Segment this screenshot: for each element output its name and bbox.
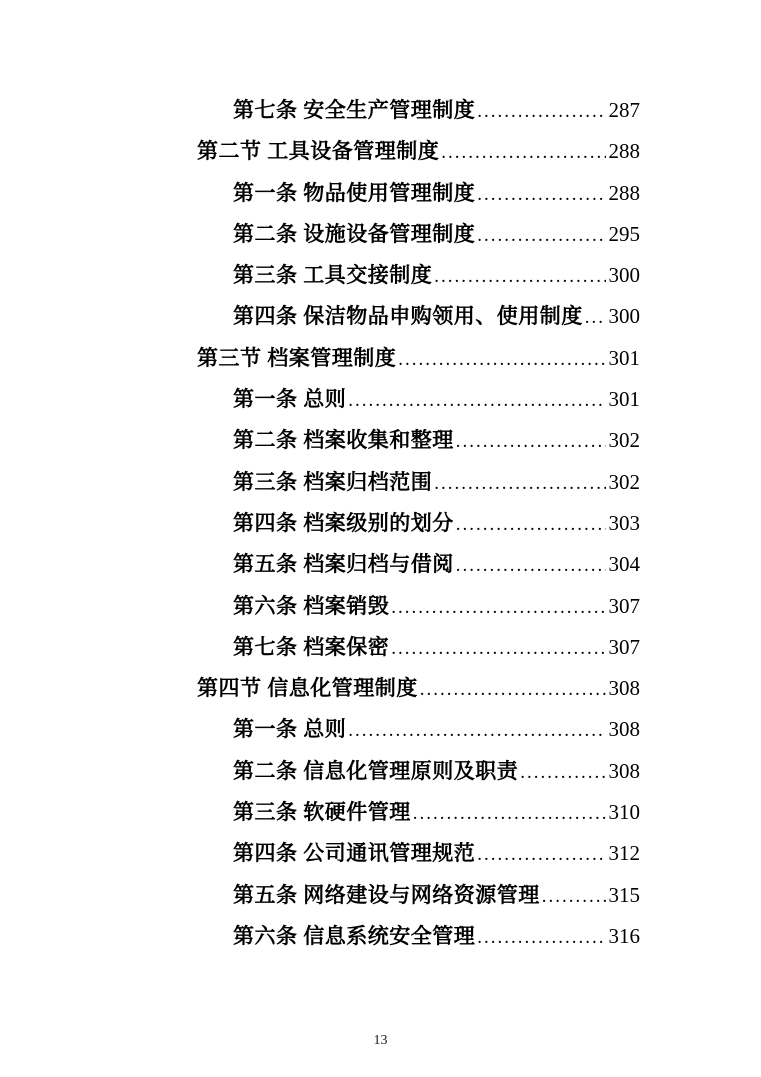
- toc-entry-page-number: 310: [608, 800, 640, 825]
- toc-entry-page-number: 312: [608, 841, 640, 866]
- toc-entry-label: 第二条 设施设备管理制度: [233, 221, 476, 246]
- toc-dot-leader: [520, 758, 605, 786]
- toc-entry[interactable]: [197, 469, 640, 510]
- toc-entry-page-number: 301: [608, 345, 640, 370]
- toc-entry-page-number: 295: [608, 221, 640, 246]
- toc-entry[interactable]: [197, 634, 640, 675]
- toc-entry-label: 第一条 总则: [233, 387, 347, 412]
- toc-entry-label: 第三条 工具交接制度: [233, 263, 433, 288]
- toc-entry-label: 第五条 网络建设与网络资源管理: [233, 882, 540, 907]
- toc-entry-page-number: 300: [608, 263, 640, 288]
- table-of-contents: [197, 97, 640, 964]
- toc-entry-page-number: 308: [608, 717, 640, 742]
- toc-dot-leader: [413, 799, 606, 827]
- toc-entry[interactable]: [197, 386, 640, 427]
- toc-entry-label: 第三条 软硬件管理: [233, 800, 411, 825]
- toc-entry-page-number: 287: [608, 98, 640, 122]
- toc-dot-leader: [477, 923, 605, 951]
- toc-entry-label: 第三条 档案归档范围: [233, 469, 433, 494]
- toc-dot-leader: [348, 716, 605, 744]
- toc-entry-label: 第三节 档案管理制度: [197, 345, 397, 370]
- toc-entry-page-number: 307: [608, 634, 640, 659]
- toc-dot-leader: [456, 510, 606, 538]
- toc-entry[interactable]: [197, 593, 640, 634]
- footer-page-number: 13: [373, 1033, 388, 1048]
- toc-entry[interactable]: [197, 221, 640, 262]
- toc-dot-leader: [391, 593, 605, 621]
- toc-entry-page-number: 304: [608, 552, 640, 577]
- toc-entry[interactable]: [197, 345, 640, 386]
- toc-entry-page-number: 316: [608, 923, 640, 948]
- toc-entry-label: 第五条 档案归档与借阅: [233, 552, 454, 577]
- toc-entry[interactable]: [197, 799, 640, 840]
- toc-entry-page-number: 288: [608, 180, 640, 205]
- toc-dot-leader: [542, 882, 606, 910]
- toc-dot-leader: [420, 675, 606, 703]
- toc-entry-page-number: 315: [608, 882, 640, 907]
- toc-entry-label: 第四节 信息化管理制度: [197, 676, 418, 701]
- toc-entry[interactable]: [197, 97, 640, 138]
- toc-entry-label: 第六条 档案销毁: [233, 593, 390, 618]
- toc-dot-leader: [348, 386, 605, 414]
- toc-entry-page-number: 301: [608, 387, 640, 412]
- toc-entry-label: 第二节 工具设备管理制度: [197, 139, 440, 164]
- toc-entry-page-number: 300: [608, 304, 640, 329]
- toc-entry[interactable]: [197, 840, 640, 881]
- toc-entry-label: 第六条 信息系统安全管理: [233, 923, 476, 948]
- toc-entry[interactable]: [197, 882, 640, 923]
- toc-entry-page-number: 308: [608, 676, 640, 701]
- toc-dot-leader: [434, 469, 605, 497]
- toc-entry-label: 第四条 档案级别的划分: [233, 510, 454, 535]
- toc-entry-page-number: 302: [608, 469, 640, 494]
- toc-entry[interactable]: [197, 551, 640, 592]
- toc-entry-label: 第七条 安全生产管理制度: [233, 98, 476, 122]
- toc-dot-leader: [477, 840, 605, 868]
- toc-dot-leader: [391, 634, 605, 662]
- toc-entry-label: 第四条 公司通讯管理规范: [233, 841, 476, 866]
- toc-entry-label: 第一条 总则: [233, 717, 347, 742]
- toc-entry[interactable]: [197, 716, 640, 757]
- toc-dot-leader: [456, 551, 606, 579]
- toc-entry[interactable]: [197, 138, 640, 179]
- toc-entry-page-number: 308: [608, 758, 640, 783]
- toc-entry-page-number: 288: [608, 139, 640, 164]
- toc-dot-leader: [477, 97, 605, 125]
- toc-dot-leader: [398, 345, 605, 373]
- toc-entry-page-number: 303: [608, 510, 640, 535]
- toc-entry-page-number: 302: [608, 428, 640, 453]
- toc-entry-label: 第二条 信息化管理原则及职责: [233, 758, 519, 783]
- toc-dot-leader: [477, 221, 605, 249]
- toc-entry-label: 第七条 档案保密: [233, 634, 390, 659]
- toc-dot-leader: [477, 180, 605, 208]
- toc-entry-label: 第二条 档案收集和整理: [233, 428, 454, 453]
- toc-dot-leader: [456, 427, 606, 455]
- toc-entry[interactable]: [197, 758, 640, 799]
- toc-entry-page-number: 307: [608, 593, 640, 618]
- toc-entry[interactable]: [197, 923, 640, 964]
- toc-entry[interactable]: [197, 180, 640, 221]
- toc-entry-label: 第四条 保洁物品申购领用、使用制度: [233, 304, 583, 329]
- toc-dot-leader: [441, 138, 605, 166]
- toc-entry[interactable]: [197, 427, 640, 468]
- toc-entry[interactable]: [197, 262, 640, 303]
- toc-dot-leader: [585, 303, 606, 331]
- toc-entry[interactable]: [197, 510, 640, 551]
- toc-entry[interactable]: [197, 303, 640, 344]
- toc-entry-label: 第一条 物品使用管理制度: [233, 180, 476, 205]
- toc-dot-leader: [434, 262, 605, 290]
- toc-entry[interactable]: [197, 675, 640, 716]
